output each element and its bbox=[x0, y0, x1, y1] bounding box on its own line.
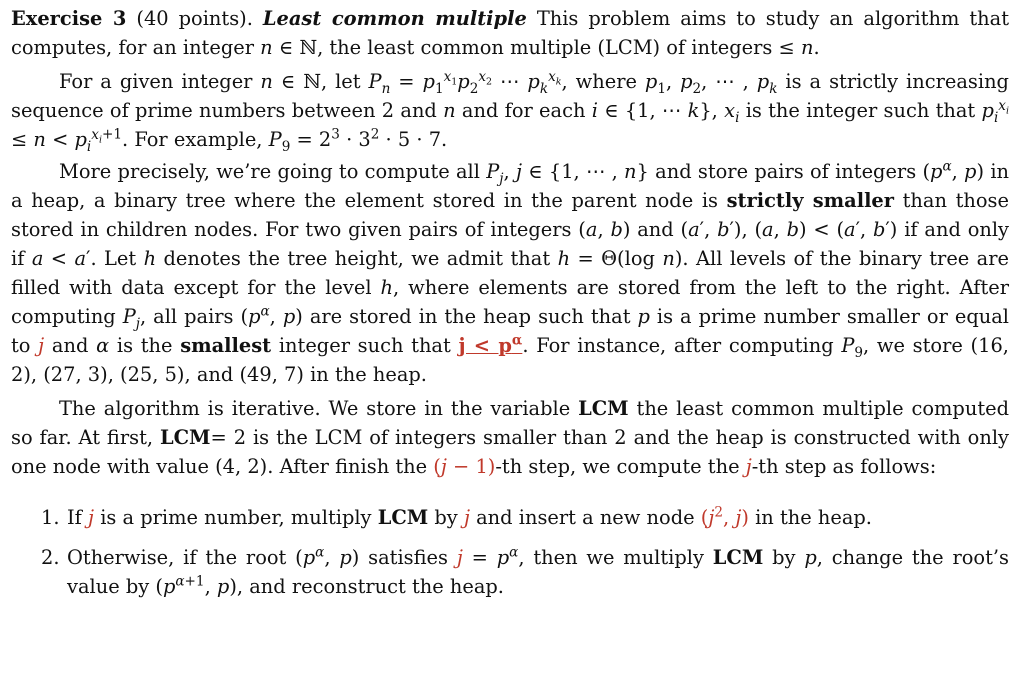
p1-text-b: , let bbox=[320, 70, 361, 93]
p1-text-e: and for each bbox=[461, 99, 586, 122]
step2-text-d: by bbox=[772, 546, 796, 569]
exercise-heading: Exercise 3 bbox=[11, 7, 127, 30]
p2-text-k: , where elements are stored from the left to the right. After computing bbox=[11, 276, 1009, 328]
p2-text-f: and bbox=[637, 218, 674, 241]
p3-text-a: The algorithm is iterative. We store in the variable bbox=[59, 397, 571, 420]
step2-text-a: Otherwise, if the root bbox=[67, 546, 287, 569]
p2-text-n: is a prime number smaller or equal to bbox=[11, 305, 1009, 357]
algorithm-steps bbox=[11, 503, 1009, 601]
step1-text-e: in the heap. bbox=[755, 506, 872, 529]
p2-text-p: is the bbox=[116, 334, 173, 357]
intro-text-a: This problem aims to study an algorithm that computes, for an integer bbox=[11, 7, 1009, 59]
p2-text-h: . Let bbox=[90, 247, 137, 270]
exercise-intro: Exercise 3 (40 points). Least common multiple This problem aims to study an algorithm that computes, for an integer n ∈ ℕ, the least common multiple (LCM) of integers ≤ n. bbox=[11, 7, 1009, 59]
paragraph-definition: For a given integer n ∈ ℕ, let $P_n = p_1^{x_1}p_2^{x_2}$ ⋯ $p_k^{x_k}$, where $p_1$, $p_2$, ⋯ , $p_k$ is a strictly increasing sequence of prime numbers between 2 and n and for each i ∈ {1, ⋯ k}, $x_i$ is the integer such that $p_i^{x_i} \le n < p_i^{x_i+1}$. For example, $P_9 = 2^3 \cdot 3^2 \cdot 5 \cdot 7$. bbox=[11, 68, 1009, 155]
step1-text-d: and insert a new node bbox=[476, 506, 695, 529]
step2-lcm: LCM bbox=[712, 546, 764, 569]
p2-text-j: . All levels of the binary tree are filled with data except for the level bbox=[11, 247, 1009, 299]
p2-text-c: in a heap, a binary tree where the element stored in the parent node is bbox=[11, 160, 1010, 212]
p3-text-f: -th step as follows: bbox=[751, 455, 937, 478]
step-item-1: 1. If j is a prime number, multiply LCM by j and insert a new node ($j^2$, j) in the heap. bbox=[11, 503, 1009, 532]
step1-text-b: is a prime number, multiply bbox=[100, 506, 372, 529]
p2-emphasis-strictly-smaller: strictly smaller bbox=[726, 189, 894, 212]
p3-lcm-variable: LCM bbox=[578, 397, 629, 420]
p1-text-a: For a given integer bbox=[59, 70, 253, 93]
p3-text-b: the least common multiple computed so far. At first, bbox=[11, 397, 1009, 449]
intro-text-b: , the least common multiple (LCM) of integers ≤ bbox=[317, 36, 795, 59]
p2-text-u: , and bbox=[184, 363, 234, 386]
step-number: 2. bbox=[41, 546, 60, 569]
p2-text-o: and bbox=[51, 334, 89, 357]
p3-lcm-variable-2: LCM bbox=[159, 426, 211, 449]
p2-text-l: , all pairs bbox=[140, 305, 234, 328]
p2-text-i: denotes the tree height, we admit that bbox=[163, 247, 551, 270]
exercise-points: (40 points). bbox=[136, 7, 253, 30]
p2-emphasis-smallest: smallest bbox=[180, 334, 272, 357]
paragraph-algorithm: The algorithm is iterative. We store in the variable LCM the least common multiple computed so far. At first, LCM= 2 is the LCM of integers smaller than 2 and the heap is constructed with only one node with value (4, 2). After finish the (j − 1)-th step, we compute the j-th step as follows: bbox=[11, 397, 1009, 478]
p1-text-f: is the integer such that bbox=[745, 99, 976, 122]
p2-text-t: , we store bbox=[863, 334, 963, 357]
p2-text-s: . For instance, after computing bbox=[522, 334, 834, 357]
p2-condition-highlight: $j < p^\alpha$ bbox=[458, 332, 523, 357]
p3-text-c: = 2 is the LCM of integers smaller than 2 and the heap is constructed with only one node with value bbox=[11, 426, 1009, 478]
p3-text-d: . After finish the bbox=[267, 455, 428, 478]
step1-lcm: LCM bbox=[377, 506, 429, 529]
exercise-page bbox=[11, 4, 1009, 601]
p2-text-v: in the heap. bbox=[310, 363, 427, 386]
p3-text-e: -th step, we compute the bbox=[495, 455, 740, 478]
step2-text-f: , and reconstruct the heap. bbox=[236, 575, 504, 598]
p2-text-r: integer such that bbox=[278, 334, 451, 357]
step2-text-c: , then we multiply bbox=[518, 546, 704, 569]
p2-text-b: and store pairs of integers bbox=[655, 160, 917, 183]
step-item-2: 2. Otherwise, if the root ($p^\alpha$, p) satisfies $j = p^\alpha$, then we multiply LCM by p, change the root’s value by ($p^{\alpha+1}$, p), and reconstruct the heap. bbox=[41, 544, 1009, 598]
p1-text-d: is a strictly increasing sequence of prime numbers between 2 and bbox=[11, 70, 1009, 122]
p2-text-a: More precisely, we’re going to compute all bbox=[59, 160, 480, 183]
step1-text-c: by bbox=[434, 506, 458, 529]
step2-text-b: satisfies bbox=[368, 546, 448, 569]
p2-text-e: than those stored in children nodes. For two given pairs of integers bbox=[11, 189, 1009, 241]
p2-text-m: are stored in the heap such that bbox=[309, 305, 631, 328]
step-number: 1. bbox=[41, 506, 60, 529]
step2-text-e: , change the root’s value by bbox=[67, 546, 1009, 598]
p1-text-c: , where bbox=[561, 70, 637, 93]
paragraph-heap: More precisely, we’re going to compute all $P_j$, j ∈ {1, ⋯ , n} and store pairs of integers ($p^\alpha$, p) in a heap, a binary tree where the element stored in the parent node is strictly smaller than those stored in children nodes. For two given pairs of integers (a, b) and (a′, b′), (a, b) < (a′, b′) if and only if a < a′. Let h denotes the tree height, we admit that h = Θ(log n). All levels of the binary tree are filled with data except for the level h, where elements are stored from the left to the right. After computing $P_j$, all pairs ($p^\alpha$, p) are stored in the heap such that p is a prime number smaller or equal to j and α is the smallest integer such that $j < p^\alpha$. For instance, after computing $P_9$, we store (16, 2), (27, 3), (25, 5), and (49, 7) in the heap. bbox=[11, 158, 1010, 386]
p1-text-g: . For example, bbox=[122, 128, 263, 151]
step1-text-a: If bbox=[67, 506, 82, 529]
p2-text-g: if and only if bbox=[11, 218, 1010, 270]
exercise-title: Least common multiple bbox=[262, 7, 527, 30]
